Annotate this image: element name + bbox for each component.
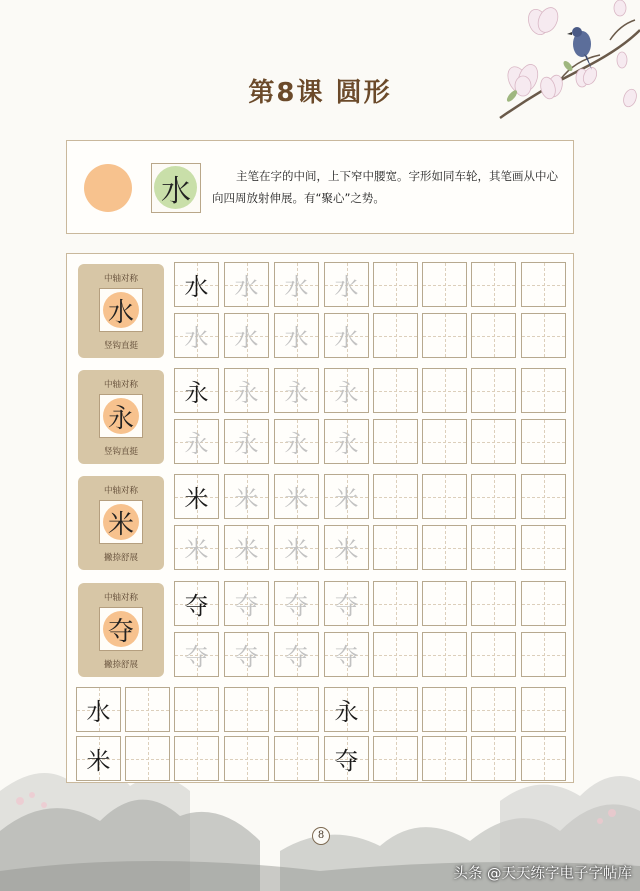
practice-cell[interactable] xyxy=(373,525,418,570)
sample-character: 水 xyxy=(161,174,191,209)
practice-cell[interactable] xyxy=(324,525,369,570)
practice-cell[interactable] xyxy=(324,632,369,677)
practice-cell[interactable] xyxy=(471,262,516,307)
practice-cell[interactable] xyxy=(324,262,369,307)
free-practice-cell[interactable] xyxy=(521,687,566,732)
practice-cell[interactable] xyxy=(224,313,269,358)
practice-cell[interactable] xyxy=(471,419,516,464)
trace-character: 夺 xyxy=(284,592,309,620)
trace-character: 永 xyxy=(334,430,359,458)
free-practice-cell[interactable] xyxy=(324,687,369,732)
practice-cell[interactable] xyxy=(324,581,369,626)
practice-cell[interactable] xyxy=(422,632,467,677)
practice-cell[interactable] xyxy=(274,632,319,677)
free-practice-cell[interactable] xyxy=(422,736,467,781)
label-character: 永 xyxy=(107,403,134,434)
free-practice-cell[interactable] xyxy=(521,736,566,781)
trace-character: 水 xyxy=(234,273,259,301)
trace-character: 夺 xyxy=(334,643,359,671)
practice-cell[interactable] xyxy=(373,368,418,413)
practice-cell[interactable] xyxy=(224,581,269,626)
model-character: 永 xyxy=(334,698,359,726)
practice-cell[interactable] xyxy=(274,313,319,358)
sample-character-box xyxy=(151,163,201,213)
label-bottom-text: 竖钩直挺 xyxy=(103,341,138,351)
trace-character: 米 xyxy=(334,536,359,564)
intro-panel xyxy=(66,140,574,234)
practice-cell[interactable] xyxy=(373,313,418,358)
free-practice-cell[interactable] xyxy=(471,736,516,781)
practice-cell[interactable] xyxy=(324,474,369,519)
trace-character: 夺 xyxy=(334,592,359,620)
practice-cell[interactable] xyxy=(521,368,566,413)
character-label-card xyxy=(78,264,164,358)
practice-cell[interactable] xyxy=(324,313,369,358)
practice-cell[interactable] xyxy=(274,581,319,626)
practice-cell[interactable] xyxy=(324,419,369,464)
practice-cell[interactable] xyxy=(174,419,219,464)
practice-cell[interactable] xyxy=(373,262,418,307)
label-character: 水 xyxy=(107,297,134,328)
model-character: 米 xyxy=(184,485,209,513)
practice-cell[interactable] xyxy=(224,525,269,570)
trace-character: 水 xyxy=(284,324,309,352)
practice-cell[interactable] xyxy=(174,262,219,307)
practice-cell[interactable] xyxy=(174,368,219,413)
trace-character: 水 xyxy=(284,273,309,301)
label-top-text: 中轴对称 xyxy=(103,593,138,603)
practice-cell[interactable] xyxy=(422,419,467,464)
practice-cell[interactable] xyxy=(274,419,319,464)
practice-cell[interactable] xyxy=(521,419,566,464)
label-bottom-text: 撇捺舒展 xyxy=(103,553,138,563)
free-practice-cell[interactable] xyxy=(174,736,219,781)
practice-cell[interactable] xyxy=(422,313,467,358)
model-character: 永 xyxy=(184,379,209,407)
practice-cell[interactable] xyxy=(224,368,269,413)
practice-cell[interactable] xyxy=(422,368,467,413)
model-character: 夺 xyxy=(184,592,209,620)
practice-cell[interactable] xyxy=(274,262,319,307)
free-practice-cell[interactable] xyxy=(471,687,516,732)
trace-character: 永 xyxy=(234,430,259,458)
page-number: 8 xyxy=(312,827,330,845)
practice-cell[interactable] xyxy=(471,313,516,358)
practice-cell[interactable] xyxy=(224,632,269,677)
practice-cell[interactable] xyxy=(174,581,219,626)
trace-character: 水 xyxy=(234,324,259,352)
label-char-box xyxy=(99,288,143,332)
practice-cell[interactable] xyxy=(224,474,269,519)
label-char-box xyxy=(99,394,143,438)
label-char-box xyxy=(99,607,143,651)
free-practice-cell[interactable] xyxy=(224,687,269,732)
practice-cell[interactable] xyxy=(373,419,418,464)
label-top-text: 中轴对称 xyxy=(103,380,138,390)
practice-cell[interactable] xyxy=(373,632,418,677)
practice-cell[interactable] xyxy=(471,632,516,677)
practice-cell[interactable] xyxy=(274,474,319,519)
trace-character: 米 xyxy=(184,536,209,564)
practice-cell[interactable] xyxy=(373,474,418,519)
trace-character: 米 xyxy=(284,485,309,513)
trace-character: 永 xyxy=(284,379,309,407)
free-practice-cell[interactable] xyxy=(373,687,418,732)
label-bottom-text: 撇捺舒展 xyxy=(103,660,138,670)
free-practice-cell[interactable] xyxy=(274,687,319,732)
character-label-card xyxy=(78,476,164,570)
free-practice-cell[interactable] xyxy=(125,736,170,781)
practice-cell[interactable] xyxy=(521,313,566,358)
practice-cell[interactable] xyxy=(521,581,566,626)
bluebird-icon xyxy=(567,27,592,70)
model-character: 水 xyxy=(86,698,111,726)
trace-character: 夺 xyxy=(284,643,309,671)
trace-character: 永 xyxy=(334,379,359,407)
trace-character: 永 xyxy=(234,379,259,407)
character-label-card xyxy=(78,370,164,464)
free-practice-cell[interactable] xyxy=(76,687,121,732)
free-practice-cell[interactable] xyxy=(373,736,418,781)
practice-cell[interactable] xyxy=(422,262,467,307)
label-top-text: 中轴对称 xyxy=(103,274,138,284)
practice-cell[interactable] xyxy=(471,474,516,519)
practice-cell[interactable] xyxy=(174,632,219,677)
practice-cell[interactable] xyxy=(521,474,566,519)
model-character: 夺 xyxy=(334,747,359,775)
watermark: 头条 @天天练字电子字帖库 xyxy=(453,866,632,882)
round-shape-icon xyxy=(84,164,132,212)
trace-character: 水 xyxy=(334,273,359,301)
practice-cell[interactable] xyxy=(174,474,219,519)
character-label-card xyxy=(78,583,164,677)
practice-cell[interactable] xyxy=(224,262,269,307)
label-char-box xyxy=(99,500,143,544)
label-top-text: 中轴对称 xyxy=(103,486,138,496)
practice-cell[interactable] xyxy=(174,313,219,358)
lesson-title: 第8课 圆形 xyxy=(248,78,392,108)
practice-cell[interactable] xyxy=(521,262,566,307)
trace-character: 米 xyxy=(234,536,259,564)
practice-cell[interactable] xyxy=(422,525,467,570)
free-practice-cell[interactable] xyxy=(324,736,369,781)
trace-character: 水 xyxy=(334,324,359,352)
trace-character: 永 xyxy=(284,430,309,458)
free-practice-cell[interactable] xyxy=(224,736,269,781)
model-character: 水 xyxy=(184,273,209,301)
free-practice-cell[interactable] xyxy=(174,687,219,732)
trace-character: 夺 xyxy=(184,643,209,671)
practice-cell[interactable] xyxy=(521,632,566,677)
practice-cell[interactable] xyxy=(471,368,516,413)
practice-cell[interactable] xyxy=(174,525,219,570)
practice-cell[interactable] xyxy=(471,581,516,626)
trace-character: 永 xyxy=(184,430,209,458)
intro-description: 主笔在字的中间，上下窄中腰宽。字形如同车轮，其笔画从中心向四周放射伸展。有“聚心”之势。 xyxy=(212,169,558,205)
free-practice-cell[interactable] xyxy=(76,736,121,781)
practice-cell[interactable] xyxy=(521,525,566,570)
free-practice-cell[interactable] xyxy=(274,736,319,781)
label-bottom-text: 竖钩直挺 xyxy=(103,447,138,457)
practice-cell[interactable] xyxy=(274,525,319,570)
label-character: 夺 xyxy=(107,616,134,647)
trace-character: 夺 xyxy=(234,592,259,620)
free-practice-cell[interactable] xyxy=(422,687,467,732)
practice-cell[interactable] xyxy=(373,581,418,626)
practice-cell[interactable] xyxy=(224,419,269,464)
trace-character: 水 xyxy=(184,324,209,352)
practice-cell[interactable] xyxy=(324,368,369,413)
practice-cell[interactable] xyxy=(471,525,516,570)
trace-character: 米 xyxy=(234,485,259,513)
trace-character: 夺 xyxy=(234,643,259,671)
practice-cell[interactable] xyxy=(422,581,467,626)
trace-character: 米 xyxy=(334,485,359,513)
model-character: 米 xyxy=(86,747,111,775)
practice-cell[interactable] xyxy=(274,368,319,413)
label-character: 米 xyxy=(107,509,134,540)
practice-cell[interactable] xyxy=(422,474,467,519)
free-practice-cell[interactable] xyxy=(125,687,170,732)
trace-character: 米 xyxy=(284,536,309,564)
